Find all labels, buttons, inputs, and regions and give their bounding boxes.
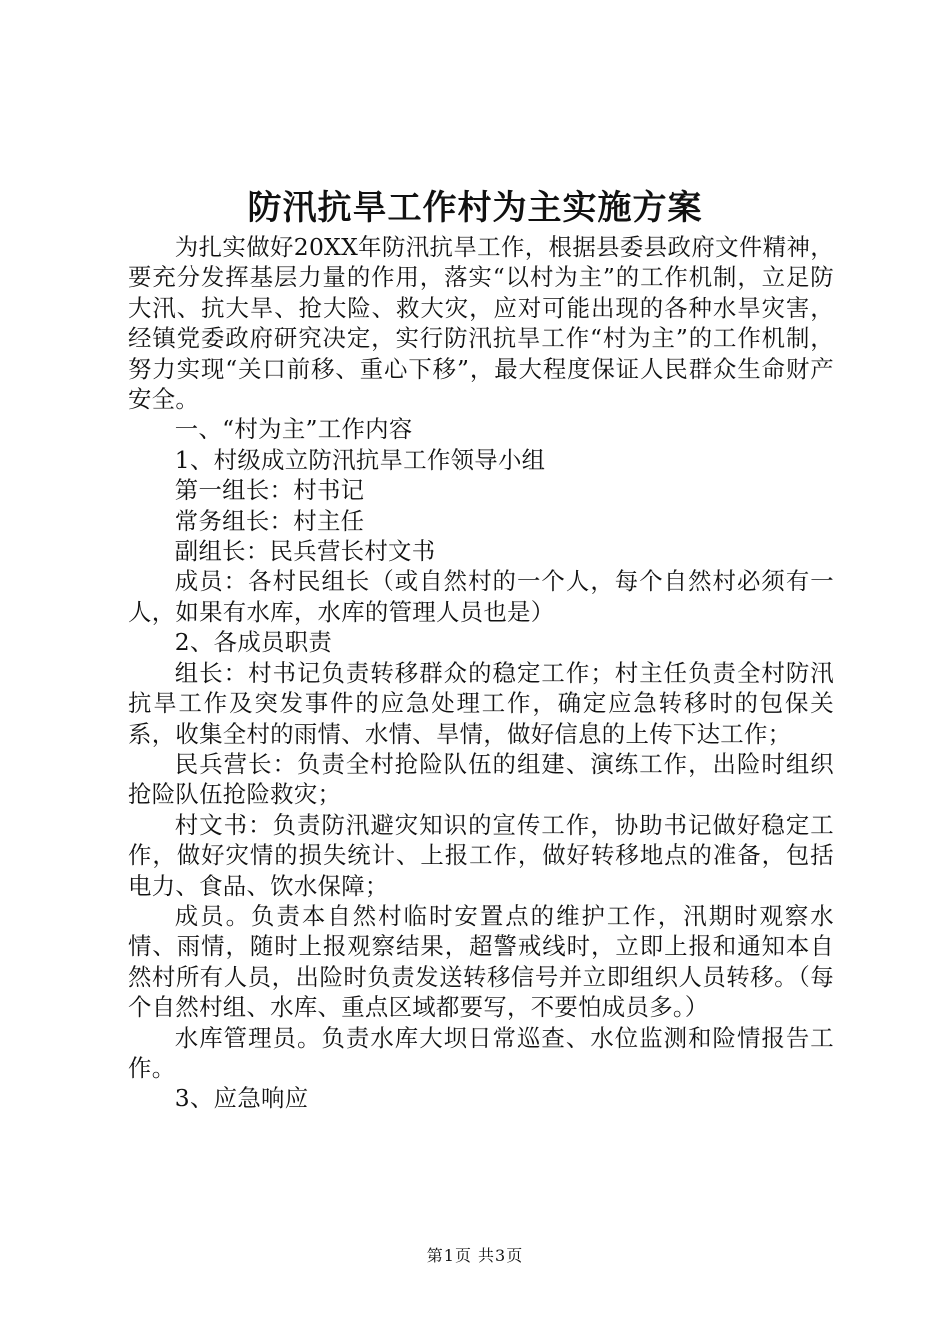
- paragraph-intro: 为扎实做好20XX年防汛抗旱工作，根据县委县政府文件精神，要充分发挥基层力量的作用，落实“以村为主”的工作机制，立足防大汛、抗大旱、抢大险、救大灾，应对可能出现的各种水旱灾害，经镇党委政府研究决定，实行防汛抗旱工作“村为主”的工作机制，努力实现“关口前移、重心下移”，最大程度保证人民群众生命财产安全。: [128, 233, 834, 414]
- paragraph-members: 成员：各村民组长（或自然村的一个人，每个自然村必须有一人，如果有水库，水库的管理人员也是）: [128, 567, 834, 626]
- page-footer: 第1页 共3页: [426, 1246, 524, 1265]
- document-body: [128, 232, 834, 1114]
- paragraph-member-duties: 成员。负责本自然村临时安置点的维护工作，汛期时观察水情、雨情，随时上报观察结果，超警戒线时，立即上报和通知本自然村所有人员，出险时负责发送转移信号并立即组织人员转移。（每个自然村组、水库、重点区域都要写，不要怕成员多。）: [128, 901, 834, 1022]
- paragraph-militia-duties: 民兵营长：负责全村抢险队伍的组建、演练工作，出险时组织抢险队伍抢险救灾；: [128, 749, 834, 809]
- paragraph-executive-leader: 常务组长：村主任: [174, 506, 365, 535]
- document-title: 防汛抗旱工作村为主实施方案: [247, 188, 703, 228]
- subsection-heading-2: 2、各成员职责: [174, 628, 333, 657]
- paragraph-deputy-leader: 副组长：民兵营长村文书: [174, 537, 436, 566]
- paragraph-leader-duties: 组长：村书记负责转移群众的稳定工作；村主任负责全村防汛抗旱工作及突发事件的应急处理工作，确定应急转移时的包保关系，收集全村的雨情、水情、旱情，做好信息的上传下达工作；: [128, 658, 834, 748]
- paragraph-reservoir-duties: 水库管理员。负责水库大坝日常巡查、水位监测和险情报告工作。: [128, 1023, 834, 1082]
- paragraph-first-leader: 第一组长：村书记: [174, 476, 365, 505]
- subsection-heading-1: 1、村级成立防汛抗旱工作领导小组: [174, 445, 546, 474]
- subsection-heading-3: 3、应急响应: [174, 1084, 309, 1113]
- paragraph-clerk-duties: 村文书：负责防汛避灾知识的宣传工作，协助书记做好稳定工作，做好灾情的损失统计、上报工作，做好转移地点的准备，包括电力、食品、饮水保障；: [128, 810, 834, 900]
- section-heading-1: 一、“村为主”工作内容: [174, 415, 413, 444]
